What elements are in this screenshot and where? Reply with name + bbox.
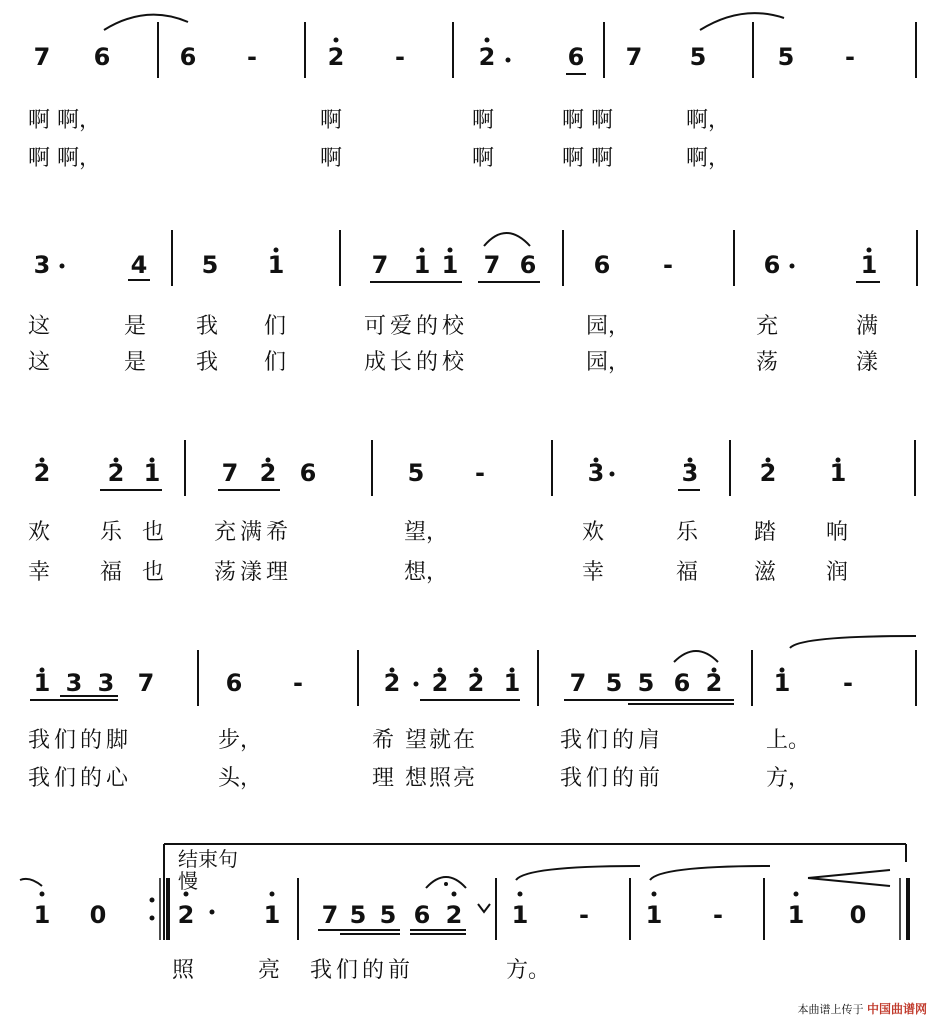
note: 6	[93, 43, 111, 71]
lyric: 幸	[582, 560, 605, 585]
note: 0	[89, 901, 107, 929]
note: 1	[773, 669, 791, 697]
lyric: 充满希	[214, 520, 293, 545]
note: 2	[445, 901, 463, 929]
lyric: 们	[264, 350, 287, 375]
lyric: 啊	[320, 146, 343, 171]
note: 6	[299, 459, 317, 487]
lyric: 啊 啊	[562, 108, 613, 133]
note: 6	[763, 251, 781, 279]
note: -	[663, 251, 673, 279]
note: 7	[33, 43, 51, 71]
lyric: 啊，	[686, 146, 731, 171]
lyric: 希 望就在	[372, 728, 477, 753]
note: -	[843, 669, 853, 697]
lyric: 荡漾理	[214, 560, 293, 585]
note: 1	[511, 901, 529, 929]
note: 5	[379, 901, 397, 929]
lyric: 踏	[754, 520, 777, 545]
note: 5	[637, 669, 655, 697]
lyric: 我们的心	[28, 766, 133, 791]
note: 6	[673, 669, 691, 697]
lyric: 头，	[218, 766, 263, 791]
note: 1	[263, 901, 281, 929]
footer-watermark	[797, 1000, 927, 1017]
lyric: 我们的前	[560, 766, 665, 791]
note: -	[579, 901, 589, 929]
lyric: 啊	[472, 146, 495, 171]
note: 2	[383, 669, 401, 697]
lyric: 充	[756, 314, 779, 339]
lyric: 啊 啊，	[28, 146, 101, 171]
note: 2	[33, 459, 51, 487]
lyric: 园，	[586, 314, 631, 339]
footer-text: 本曲谱上传于	[797, 1003, 864, 1016]
note: 3	[587, 459, 605, 487]
lyric: 园，	[586, 350, 631, 375]
note: 2	[327, 43, 345, 71]
note: 6	[225, 669, 243, 697]
note: 7	[321, 901, 339, 929]
note: 5	[777, 43, 795, 71]
note: 0	[849, 901, 867, 929]
lyric: 上。	[766, 728, 811, 753]
lyric: 啊	[472, 108, 495, 133]
lyric: 这	[28, 314, 51, 339]
lyric: 润	[826, 560, 849, 585]
lyric: 我们的肩	[560, 728, 665, 753]
lyric: 我们的脚	[28, 728, 133, 753]
note: 5	[349, 901, 367, 929]
note: 1	[503, 669, 521, 697]
lyric: 福	[100, 560, 123, 585]
lyric: 也	[142, 560, 165, 585]
lyric: 步，	[218, 728, 263, 753]
note: 6	[567, 43, 585, 71]
note: 5	[407, 459, 425, 487]
note: 7	[625, 43, 643, 71]
lyric: 也	[142, 520, 165, 545]
note: 2	[177, 901, 195, 929]
note: 1	[787, 901, 805, 929]
note: 2	[107, 459, 125, 487]
note: 7	[483, 251, 501, 279]
lyric: 福	[676, 560, 699, 585]
lyric: 乐	[676, 520, 699, 545]
lyric: 响	[826, 520, 849, 545]
lyric: 乐	[100, 520, 123, 545]
note: 1	[413, 251, 431, 279]
lyric: 想，	[404, 560, 449, 585]
lyric: 们	[264, 314, 287, 339]
note: 1	[33, 901, 51, 929]
note: 1	[860, 251, 878, 279]
lyric: 啊 啊，	[28, 108, 101, 133]
note: 7	[569, 669, 587, 697]
lyric: 是	[124, 314, 147, 339]
lyric: 啊	[320, 108, 343, 133]
lyric: 方。	[506, 958, 551, 983]
note: 6	[413, 901, 431, 929]
note: 3	[681, 459, 699, 487]
lyric: 照	[172, 958, 195, 983]
note: 5	[605, 669, 623, 697]
note: 6	[179, 43, 197, 71]
ending-section-label: 结束句	[178, 847, 238, 871]
tempo-marking: 慢	[178, 869, 198, 893]
note: 1	[267, 251, 285, 279]
lyric: 亮	[258, 958, 281, 983]
note: 1	[829, 459, 847, 487]
note: 6	[519, 251, 537, 279]
site-logo: 中国曲谱网	[866, 1002, 927, 1016]
note: 5	[689, 43, 707, 71]
note: 2	[759, 459, 777, 487]
note: 5	[201, 251, 219, 279]
note: -	[713, 901, 723, 929]
note: 1	[645, 901, 663, 929]
note: 7	[137, 669, 155, 697]
note: 2	[467, 669, 485, 697]
note: 7	[221, 459, 239, 487]
note: 2	[431, 669, 449, 697]
lyric: 是	[124, 350, 147, 375]
note: -	[845, 43, 855, 71]
lyric: 成长的校	[364, 350, 469, 375]
lyric: 我	[196, 350, 219, 375]
note: 1	[441, 251, 459, 279]
lyric: 欢	[582, 520, 605, 545]
lyric: 荡	[756, 350, 779, 375]
lyric: 这	[28, 350, 51, 375]
note: 7	[371, 251, 389, 279]
note: 3	[97, 669, 115, 697]
lyric: 啊，	[686, 108, 731, 133]
lyric: 可爱的校	[364, 314, 469, 339]
note: -	[395, 43, 405, 71]
note: 3	[33, 251, 51, 279]
lyric: 我们的前	[310, 958, 415, 983]
lyric: 满	[856, 314, 879, 339]
note: -	[293, 669, 303, 697]
lyric: 啊 啊	[562, 146, 613, 171]
lyric: 滋	[754, 560, 777, 585]
lyric: 漾	[856, 350, 879, 375]
lyric: 幸	[28, 560, 51, 585]
lyric: 理 想照亮	[372, 766, 477, 791]
lyric: 我	[196, 314, 219, 339]
note: 1	[33, 669, 51, 697]
note: 6	[593, 251, 611, 279]
note: 2	[705, 669, 723, 697]
lyric: 欢	[28, 520, 51, 545]
note: 3	[65, 669, 83, 697]
note: 2	[259, 459, 277, 487]
note: 2	[478, 43, 496, 71]
note: -	[475, 459, 485, 487]
note: -	[247, 43, 257, 71]
note: 4	[130, 251, 148, 279]
lyric: 方，	[766, 766, 811, 791]
note: 1	[143, 459, 161, 487]
lyric: 望，	[404, 520, 449, 545]
